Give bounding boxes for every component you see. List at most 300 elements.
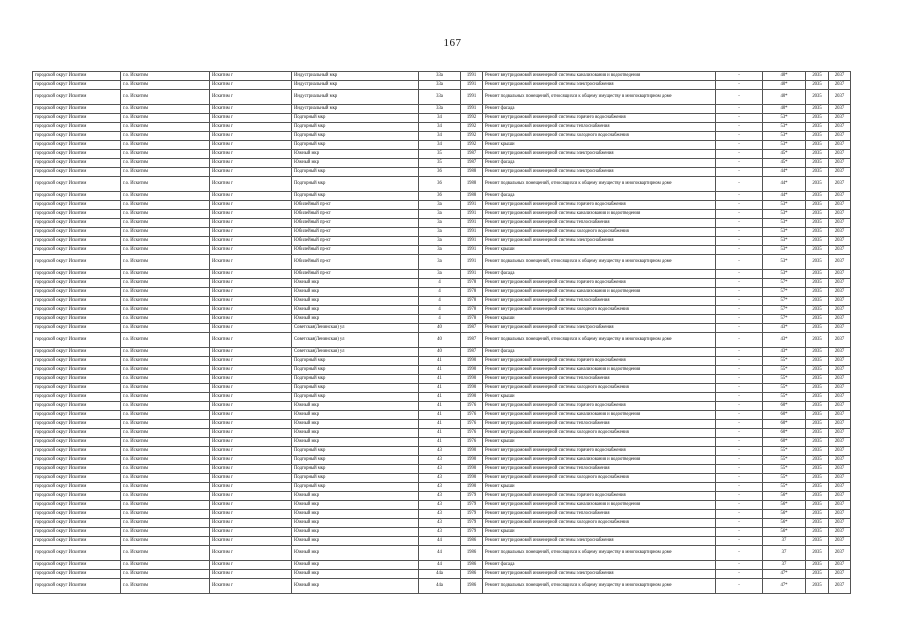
town-cell: Искитим г <box>210 519 292 528</box>
street-cell: Юбилейный пр-кт <box>292 270 419 279</box>
street-cell: Подгорный мкр <box>292 168 419 177</box>
build-year-cell: 1979 <box>461 492 483 501</box>
table-row <box>33 297 851 306</box>
cost-cell: - <box>716 528 763 537</box>
town-cell: Искитим г <box>210 246 292 255</box>
wear-percent-cell: 40* <box>763 81 806 90</box>
city-okrug-cell: г.о. Искитим <box>121 105 210 114</box>
work-type-cell: Ремонт внутридомовой инженерной системы холодного водоснабжения <box>483 228 716 237</box>
build-year-cell: 1991 <box>461 237 483 246</box>
wear-percent-cell: 53* <box>763 219 806 228</box>
cost-cell: - <box>716 561 763 570</box>
plan-end-year-cell: 2037 <box>829 465 851 474</box>
town-cell: Искитим г <box>210 159 292 168</box>
municipal-district-cell: городской округ Искитим <box>33 105 121 114</box>
cost-cell: - <box>716 537 763 546</box>
municipal-district-cell: городской округ Искитим <box>33 228 121 237</box>
plan-end-year-cell: 2037 <box>829 384 851 393</box>
cost-cell: - <box>716 228 763 237</box>
street-cell: Юбилейный пр-кт <box>292 219 419 228</box>
town-cell: Искитим г <box>210 105 292 114</box>
wear-percent-cell: 47* <box>763 570 806 579</box>
plan-end-year-cell: 2037 <box>829 492 851 501</box>
city-okrug-cell: г.о. Искитим <box>121 447 210 456</box>
cost-cell: - <box>716 402 763 411</box>
cost-cell: - <box>716 579 763 594</box>
street-cell: Индустриальный мкр <box>292 105 419 114</box>
town-cell: Искитим г <box>210 306 292 315</box>
plan-start-year-cell: 2035 <box>806 393 829 402</box>
table-row <box>33 279 851 288</box>
town-cell: Искитим г <box>210 297 292 306</box>
town-cell: Искитим г <box>210 366 292 375</box>
municipal-district-cell: городской округ Искитим <box>33 483 121 492</box>
page-number: 167 <box>443 37 462 49</box>
city-okrug-cell: г.о. Искитим <box>121 228 210 237</box>
municipal-district-cell: городской округ Искитим <box>33 510 121 519</box>
table-row <box>33 465 851 474</box>
work-type-cell: Ремонт внутридомовой инженерной системы горячего водоснабжения <box>483 201 716 210</box>
build-year-cell: 1986 <box>461 537 483 546</box>
build-year-cell: 1986 <box>461 570 483 579</box>
municipal-district-cell: городской округ Искитим <box>33 288 121 297</box>
city-okrug-cell: г.о. Искитим <box>121 237 210 246</box>
wear-percent-cell: 45* <box>763 159 806 168</box>
city-okrug-cell: г.о. Искитим <box>121 546 210 561</box>
municipal-district-cell: городской округ Искитим <box>33 333 121 348</box>
municipal-district-cell: городской округ Искитим <box>33 210 121 219</box>
city-okrug-cell: г.о. Искитим <box>121 255 210 270</box>
build-year-cell: 1987 <box>461 150 483 159</box>
table-row <box>33 348 851 357</box>
town-cell: Искитим г <box>210 456 292 465</box>
table-row <box>33 333 851 348</box>
plan-end-year-cell: 2037 <box>829 546 851 561</box>
plan-end-year-cell: 2037 <box>829 579 851 594</box>
cost-cell: - <box>716 393 763 402</box>
street-cell: Южный мкр <box>292 288 419 297</box>
cost-cell: - <box>716 132 763 141</box>
municipal-district-cell: городской округ Искитим <box>33 192 121 201</box>
build-year-cell: 1987 <box>461 159 483 168</box>
plan-end-year-cell: 2037 <box>829 429 851 438</box>
wear-percent-cell: 56* <box>763 519 806 528</box>
plan-end-year-cell: 2037 <box>829 537 851 546</box>
city-okrug-cell: г.о. Искитим <box>121 501 210 510</box>
town-cell: Искитим г <box>210 483 292 492</box>
wear-percent-cell: 60* <box>763 402 806 411</box>
plan-start-year-cell: 2035 <box>806 228 829 237</box>
build-year-cell: 1990 <box>461 456 483 465</box>
city-okrug-cell: г.о. Искитим <box>121 297 210 306</box>
plan-start-year-cell: 2035 <box>806 561 829 570</box>
plan-start-year-cell: 2035 <box>806 279 829 288</box>
table-row <box>33 105 851 114</box>
work-type-cell: Ремонт крыши <box>483 393 716 402</box>
table-row <box>33 219 851 228</box>
city-okrug-cell: г.о. Искитим <box>121 579 210 594</box>
wear-percent-cell: 56* <box>763 501 806 510</box>
work-type-cell: Ремонт крыши <box>483 315 716 324</box>
plan-end-year-cell: 2037 <box>829 570 851 579</box>
build-year-cell: 1992 <box>461 132 483 141</box>
plan-start-year-cell: 2035 <box>806 255 829 270</box>
table-row <box>33 519 851 528</box>
build-year-cell: 1978 <box>461 315 483 324</box>
work-type-cell: Ремонт внутридомовой инженерной системы холодного водоснабжения <box>483 384 716 393</box>
plan-end-year-cell: 2037 <box>829 255 851 270</box>
work-type-cell: Ремонт крыши <box>483 246 716 255</box>
wear-percent-cell: 40* <box>763 90 806 105</box>
plan-start-year-cell: 2035 <box>806 72 829 81</box>
plan-start-year-cell: 2035 <box>806 579 829 594</box>
municipal-district-cell: городской округ Искитим <box>33 297 121 306</box>
build-year-cell: 1991 <box>461 210 483 219</box>
house-number-cell: 41 <box>419 402 461 411</box>
wear-percent-cell: 53* <box>763 201 806 210</box>
wear-percent-cell: 56* <box>763 528 806 537</box>
cost-cell: - <box>716 324 763 333</box>
wear-percent-cell: 53* <box>763 270 806 279</box>
wear-percent-cell: 60* <box>763 411 806 420</box>
city-okrug-cell: г.о. Искитим <box>121 72 210 81</box>
table-row <box>33 447 851 456</box>
municipal-district-cell: городской округ Искитим <box>33 219 121 228</box>
build-year-cell: 1979 <box>461 501 483 510</box>
plan-start-year-cell: 2035 <box>806 168 829 177</box>
municipal-district-cell: городской округ Искитим <box>33 324 121 333</box>
cost-cell: - <box>716 123 763 132</box>
table-row <box>33 579 851 594</box>
city-okrug-cell: г.о. Искитим <box>121 210 210 219</box>
street-cell: Южный мкр <box>292 420 419 429</box>
wear-percent-cell: 57* <box>763 315 806 324</box>
cost-cell: - <box>716 501 763 510</box>
street-cell: Южный мкр <box>292 510 419 519</box>
plan-start-year-cell: 2035 <box>806 177 829 192</box>
municipal-district-cell: городской округ Искитим <box>33 270 121 279</box>
street-cell: Подгорный мкр <box>292 384 419 393</box>
street-cell: Советская(Ленинская) ул <box>292 324 419 333</box>
cost-cell: - <box>716 519 763 528</box>
municipal-district-cell: городской округ Искитим <box>33 168 121 177</box>
street-cell: Подгорный мкр <box>292 393 419 402</box>
town-cell: Искитим г <box>210 411 292 420</box>
plan-start-year-cell: 2035 <box>806 537 829 546</box>
street-cell: Южный мкр <box>292 501 419 510</box>
street-cell: Юбилейный пр-кт <box>292 255 419 270</box>
cost-cell: - <box>716 81 763 90</box>
street-cell: Подгорный мкр <box>292 123 419 132</box>
plan-start-year-cell: 2035 <box>806 420 829 429</box>
municipal-district-cell: городской округ Искитим <box>33 132 121 141</box>
street-cell: Южный мкр <box>292 438 419 447</box>
cost-cell: - <box>716 546 763 561</box>
build-year-cell: 1976 <box>461 438 483 447</box>
house-number-cell: 33а <box>419 90 461 105</box>
build-year-cell: 1986 <box>461 546 483 561</box>
town-cell: Искитим г <box>210 561 292 570</box>
work-type-cell: Ремонт внутридомовой инженерной системы горячего водоснабжения <box>483 492 716 501</box>
plan-end-year-cell: 2037 <box>829 72 851 81</box>
cost-cell: - <box>716 72 763 81</box>
work-type-cell: Ремонт внутридомовой инженерной системы теплоснабжения <box>483 297 716 306</box>
municipal-district-cell: городской округ Искитим <box>33 123 121 132</box>
house-number-cell: 41 <box>419 438 461 447</box>
plan-start-year-cell: 2035 <box>806 90 829 105</box>
plan-start-year-cell: 2035 <box>806 429 829 438</box>
build-year-cell: 1987 <box>461 324 483 333</box>
cost-cell: - <box>716 237 763 246</box>
plan-end-year-cell: 2037 <box>829 219 851 228</box>
municipal-district-cell: городской округ Искитим <box>33 255 121 270</box>
street-cell: Южный мкр <box>292 528 419 537</box>
street-cell: Подгорный мкр <box>292 114 419 123</box>
cost-cell: - <box>716 447 763 456</box>
street-cell: Южный мкр <box>292 492 419 501</box>
build-year-cell: 1978 <box>461 297 483 306</box>
plan-start-year-cell: 2035 <box>806 159 829 168</box>
street-cell: Подгорный мкр <box>292 375 419 384</box>
plan-start-year-cell: 2035 <box>806 501 829 510</box>
work-type-cell: Ремонт внутридомовой инженерной системы горячего водоснабжения <box>483 279 716 288</box>
build-year-cell: 1991 <box>461 246 483 255</box>
cost-cell: - <box>716 105 763 114</box>
plan-end-year-cell: 2037 <box>829 324 851 333</box>
wear-percent-cell: 53* <box>763 114 806 123</box>
plan-end-year-cell: 2037 <box>829 237 851 246</box>
wear-percent-cell: 44* <box>763 168 806 177</box>
city-okrug-cell: г.о. Искитим <box>121 348 210 357</box>
town-cell: Искитим г <box>210 474 292 483</box>
plan-end-year-cell: 2037 <box>829 270 851 279</box>
work-type-cell: Ремонт подвальных помещений, относящихся к общему имуществу в многоквартирном доме <box>483 177 716 192</box>
town-cell: Искитим г <box>210 579 292 594</box>
city-okrug-cell: г.о. Искитим <box>121 123 210 132</box>
plan-start-year-cell: 2035 <box>806 375 829 384</box>
town-cell: Искитим г <box>210 501 292 510</box>
city-okrug-cell: г.о. Искитим <box>121 324 210 333</box>
street-cell: Южный мкр <box>292 159 419 168</box>
city-okrug-cell: г.о. Искитим <box>121 465 210 474</box>
work-type-cell: Ремонт внутридомовой инженерной системы холодного водоснабжения <box>483 132 716 141</box>
table-row <box>33 501 851 510</box>
work-type-cell: Ремонт внутридомовой инженерной системы теплоснабжения <box>483 465 716 474</box>
town-cell: Искитим г <box>210 228 292 237</box>
plan-start-year-cell: 2035 <box>806 384 829 393</box>
city-okrug-cell: г.о. Искитим <box>121 168 210 177</box>
cost-cell: - <box>716 246 763 255</box>
town-cell: Искитим г <box>210 72 292 81</box>
town-cell: Искитим г <box>210 528 292 537</box>
municipal-district-cell: городской округ Искитим <box>33 72 121 81</box>
municipal-district-cell: городской округ Искитим <box>33 357 121 366</box>
city-okrug-cell: г.о. Искитим <box>121 246 210 255</box>
street-cell: Южный мкр <box>292 561 419 570</box>
plan-end-year-cell: 2037 <box>829 159 851 168</box>
build-year-cell: 1991 <box>461 90 483 105</box>
street-cell: Советская(Ленинская) ул <box>292 348 419 357</box>
build-year-cell: 1990 <box>461 393 483 402</box>
build-year-cell: 1991 <box>461 201 483 210</box>
work-type-cell: Ремонт внутридомовой инженерной системы электроснабжения <box>483 237 716 246</box>
municipal-district-cell: городской округ Искитим <box>33 579 121 594</box>
house-number-cell: 33а <box>419 72 461 81</box>
plan-end-year-cell: 2037 <box>829 393 851 402</box>
plan-start-year-cell: 2035 <box>806 528 829 537</box>
cost-cell: - <box>716 150 763 159</box>
house-number-cell: 34 <box>419 123 461 132</box>
town-cell: Искитим г <box>210 270 292 279</box>
street-cell: Подгорный мкр <box>292 483 419 492</box>
plan-start-year-cell: 2035 <box>806 348 829 357</box>
plan-start-year-cell: 2035 <box>806 315 829 324</box>
town-cell: Искитим г <box>210 150 292 159</box>
house-number-cell: 41 <box>419 375 461 384</box>
plan-end-year-cell: 2037 <box>829 315 851 324</box>
plan-start-year-cell: 2035 <box>806 447 829 456</box>
town-cell: Искитим г <box>210 333 292 348</box>
work-type-cell: Ремонт подвальных помещений, относящихся к общему имуществу в многоквартирном доме <box>483 546 716 561</box>
work-type-cell: Ремонт внутридомовой инженерной системы канализования и водоотведения <box>483 366 716 375</box>
build-year-cell: 1978 <box>461 279 483 288</box>
build-year-cell: 1991 <box>461 255 483 270</box>
cost-cell: - <box>716 429 763 438</box>
municipal-district-cell: городской округ Искитим <box>33 561 121 570</box>
work-type-cell: Ремонт подвальных помещений, относящихся к общему имуществу в многоквартирном доме <box>483 579 716 594</box>
plan-start-year-cell: 2035 <box>806 132 829 141</box>
table-row <box>33 306 851 315</box>
municipal-district-cell: городской округ Искитим <box>33 402 121 411</box>
wear-percent-cell: 53* <box>763 237 806 246</box>
city-okrug-cell: г.о. Искитим <box>121 81 210 90</box>
plan-end-year-cell: 2037 <box>829 192 851 201</box>
wear-percent-cell: 44* <box>763 192 806 201</box>
cost-cell: - <box>716 570 763 579</box>
town-cell: Искитим г <box>210 348 292 357</box>
build-year-cell: 1988 <box>461 192 483 201</box>
build-year-cell: 1991 <box>461 81 483 90</box>
cost-cell: - <box>716 168 763 177</box>
wear-percent-cell: 60* <box>763 438 806 447</box>
build-year-cell: 1988 <box>461 168 483 177</box>
house-number-cell: 44 <box>419 546 461 561</box>
work-type-cell: Ремонт фасада <box>483 270 716 279</box>
table-row <box>33 561 851 570</box>
plan-end-year-cell: 2037 <box>829 561 851 570</box>
town-cell: Искитим г <box>210 438 292 447</box>
plan-end-year-cell: 2037 <box>829 456 851 465</box>
plan-end-year-cell: 2037 <box>829 474 851 483</box>
build-year-cell: 1988 <box>461 177 483 192</box>
build-year-cell: 1990 <box>461 483 483 492</box>
build-year-cell: 1987 <box>461 348 483 357</box>
table-row <box>33 210 851 219</box>
wear-percent-cell: 53* <box>763 210 806 219</box>
town-cell: Искитим г <box>210 288 292 297</box>
cost-cell: - <box>716 297 763 306</box>
table-row <box>33 510 851 519</box>
street-cell: Советская(Ленинская) ул <box>292 333 419 348</box>
street-cell: Южный мкр <box>292 429 419 438</box>
build-year-cell: 1992 <box>461 114 483 123</box>
table-row <box>33 492 851 501</box>
build-year-cell: 1990 <box>461 384 483 393</box>
town-cell: Искитим г <box>210 168 292 177</box>
city-okrug-cell: г.о. Искитим <box>121 306 210 315</box>
house-number-cell: 36 <box>419 177 461 192</box>
town-cell: Искитим г <box>210 192 292 201</box>
house-number-cell: 44а <box>419 579 461 594</box>
municipal-district-cell: городской округ Искитим <box>33 519 121 528</box>
plan-start-year-cell: 2035 <box>806 546 829 561</box>
town-cell: Искитим г <box>210 201 292 210</box>
build-year-cell: 1976 <box>461 402 483 411</box>
work-type-cell: Ремонт подвальных помещений, относящихся к общему имуществу в многоквартирном доме <box>483 255 716 270</box>
table-row <box>33 255 851 270</box>
municipal-district-cell: городской округ Искитим <box>33 114 121 123</box>
wear-percent-cell: 40* <box>763 72 806 81</box>
house-number-cell: 33а <box>419 105 461 114</box>
city-okrug-cell: г.о. Искитим <box>121 177 210 192</box>
cost-cell: - <box>716 384 763 393</box>
plan-start-year-cell: 2035 <box>806 570 829 579</box>
plan-start-year-cell: 2035 <box>806 192 829 201</box>
town-cell: Искитим г <box>210 420 292 429</box>
plan-start-year-cell: 2035 <box>806 123 829 132</box>
wear-percent-cell: 43* <box>763 333 806 348</box>
build-year-cell: 1986 <box>461 579 483 594</box>
city-okrug-cell: г.о. Искитим <box>121 492 210 501</box>
municipal-district-cell: городской округ Искитим <box>33 456 121 465</box>
town-cell: Искитим г <box>210 210 292 219</box>
wear-percent-cell: 55* <box>763 465 806 474</box>
street-cell: Южный мкр <box>292 150 419 159</box>
plan-start-year-cell: 2035 <box>806 402 829 411</box>
table-row <box>33 159 851 168</box>
street-cell: Южный мкр <box>292 579 419 594</box>
plan-end-year-cell: 2037 <box>829 114 851 123</box>
plan-end-year-cell: 2037 <box>829 528 851 537</box>
town-cell: Искитим г <box>210 123 292 132</box>
city-okrug-cell: г.о. Искитим <box>121 510 210 519</box>
plan-end-year-cell: 2037 <box>829 348 851 357</box>
work-type-cell: Ремонт внутридомовой инженерной системы электроснабжения <box>483 570 716 579</box>
street-cell: Юбилейный пр-кт <box>292 201 419 210</box>
cost-cell: - <box>716 333 763 348</box>
plan-start-year-cell: 2035 <box>806 411 829 420</box>
house-number-cell: 3а <box>419 201 461 210</box>
street-cell: Подгорный мкр <box>292 177 419 192</box>
street-cell: Подгорный мкр <box>292 474 419 483</box>
town-cell: Искитим г <box>210 315 292 324</box>
plan-end-year-cell: 2037 <box>829 81 851 90</box>
wear-percent-cell: 56* <box>763 510 806 519</box>
plan-start-year-cell: 2035 <box>806 246 829 255</box>
city-okrug-cell: г.о. Искитим <box>121 132 210 141</box>
town-cell: Искитим г <box>210 219 292 228</box>
city-okrug-cell: г.о. Искитим <box>121 141 210 150</box>
table-row <box>33 456 851 465</box>
table-row <box>33 570 851 579</box>
plan-start-year-cell: 2035 <box>806 483 829 492</box>
plan-end-year-cell: 2037 <box>829 228 851 237</box>
table-row <box>33 81 851 90</box>
street-cell: Подгорный мкр <box>292 357 419 366</box>
table-row <box>33 141 851 150</box>
town-cell: Искитим г <box>210 237 292 246</box>
cost-cell: - <box>716 201 763 210</box>
